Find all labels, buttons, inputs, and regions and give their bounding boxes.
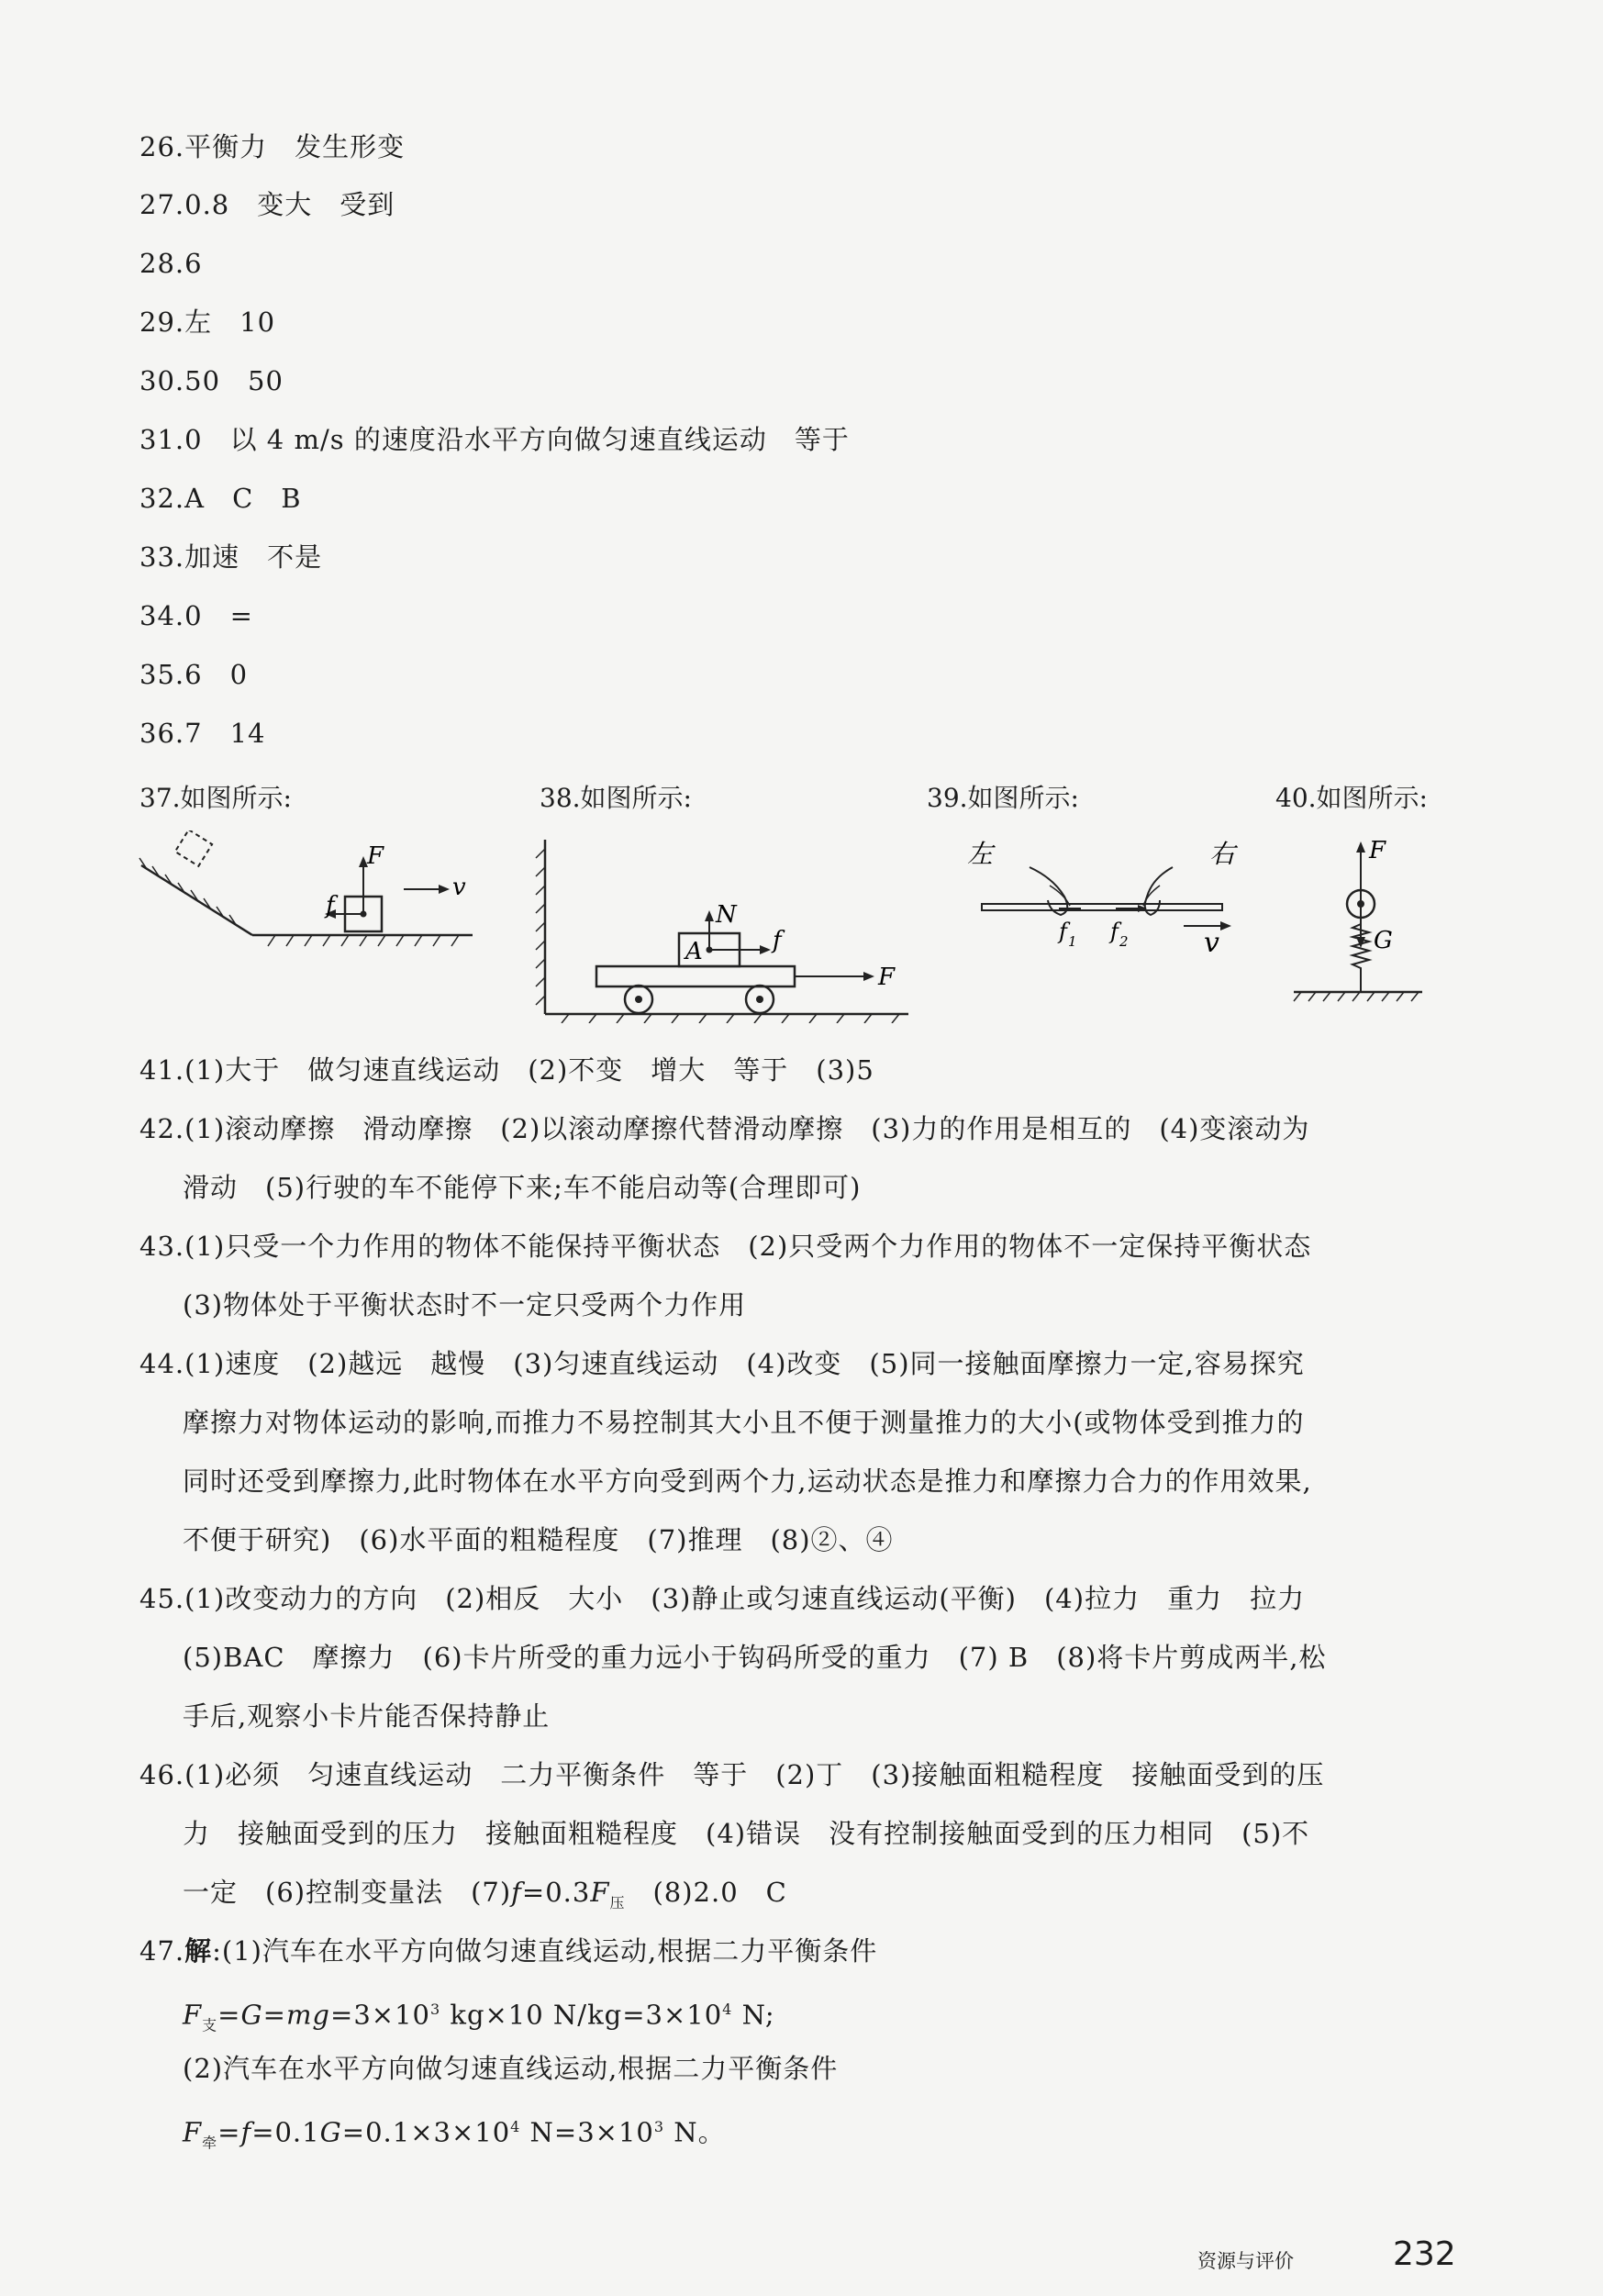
- figure-39-f1: f: [1059, 919, 1067, 944]
- page-number: 232: [1393, 2235, 1456, 2273]
- answer-44-line-4: 不便于研究) (6)水平面的粗糙程度 (7)推理 (8)②、④: [183, 1524, 894, 1555]
- figure-37-label: 37.如图所示:: [139, 783, 292, 813]
- figure-40-label: 40.如图所示:: [1275, 783, 1428, 813]
- answer-47-line-3: (2)汽车在水平方向做匀速直线运动,根据二力平衡条件: [183, 2053, 839, 2084]
- answer-42-line-2: 滑动 (5)行驶的车不能停下来;车不能启动等(合理即可): [183, 1172, 862, 1203]
- figure-39-f2: f: [1110, 919, 1119, 944]
- answer-31: 31.0 以 4 m/s 的速度沿水平方向做匀速直线运动 等于: [139, 424, 850, 455]
- answer-44-line-3: 同时还受到摩擦力,此时物体在水平方向受到两个力,运动状态是推力和摩擦力合力的作用效果,: [183, 1466, 1312, 1497]
- answer-35: 35.6 0: [139, 659, 249, 690]
- answer-43-line-2: (3)物体处于平衡状态时不一定只受两个力作用: [183, 1289, 747, 1321]
- figure-39-v: v: [1204, 927, 1219, 959]
- figure-38-N: N: [716, 901, 737, 929]
- answer-43-line-1: 43.(1)只受一个力作用的物体不能保持平衡状态 (2)只受两个力作用的物体不一定保持平衡状态: [139, 1231, 1312, 1262]
- answer-41: 41.(1)大于 做匀速直线运动 (2)不变 增大 等于 (3)5: [139, 1054, 874, 1086]
- answer-45-line-3: 手后,观察小卡片能否保持静止: [183, 1700, 551, 1732]
- answer-30: 30.50 50: [139, 365, 284, 396]
- answer-45-line-2: (5)BAC 摩擦力 (6)卡片所受的重力远小于钩码所受的重力 (7) B (8)将卡片剪成两半,松: [183, 1642, 1327, 1673]
- answer-44-line-2: 摩擦力对物体运动的影响,而推力不易控制其大小且不便于测量推力的大小(或物体受到推力的: [183, 1407, 1305, 1438]
- answer-46-line-2: 力 接触面受到的压力 接触面粗糙程度 (4)错误 没有控制接触面受到的压力相同 (5)不: [183, 1818, 1310, 1849]
- answer-27: 27.0.8 变大 受到: [139, 189, 395, 220]
- answer-45-line-1: 45.(1)改变动力的方向 (2)相反 大小 (3)静止或匀速直线运动(平衡) (4)拉力 重力 拉力: [139, 1583, 1306, 1614]
- figure-39-f2-sub: 2: [1119, 933, 1129, 950]
- answer-34: 34.0 =: [139, 600, 253, 631]
- answer-33: 33.加速 不是: [139, 541, 323, 573]
- answer-32: 32.A C B: [139, 483, 302, 514]
- figure-37-v: v: [452, 874, 466, 901]
- figure-40-F: F: [1369, 837, 1386, 864]
- answer-26: 26.平衡力 发生形变: [139, 131, 406, 162]
- figure-39-right: 右: [1209, 839, 1236, 869]
- figure-39-f1-sub: 1: [1068, 933, 1077, 950]
- figure-39-label: 39.如图所示:: [927, 783, 1079, 813]
- figure-38-label: 38.如图所示:: [540, 783, 692, 813]
- figure-38-f: f: [773, 927, 782, 954]
- footer-label: 资源与评价: [1197, 2250, 1294, 2272]
- answer-29: 29.左 10: [139, 307, 276, 338]
- figure-37-F: F: [367, 842, 384, 870]
- figure-38-A: A: [685, 938, 703, 965]
- figure-37-incline: [138, 830, 477, 953]
- figure-39-hands-rod: [963, 830, 1239, 963]
- answer-46-line-3: 一定 (6)控制变量法 $(7)f=0.3F_压$ (8)2.0 C: [183, 1877, 787, 1911]
- answer-42-line-1: 42.(1)滚动摩擦 滑动摩擦 (2)以滚动摩擦代替滑动摩擦 (3)力的作用是相互的 (4)变滚动为: [139, 1113, 1310, 1144]
- answer-28: 28.6: [139, 248, 203, 279]
- figure-37-f: f: [326, 892, 335, 920]
- answer-44-line-1: 44.(1)速度 (2)越远 越慢 (3)匀速直线运动 (4)改变 (5)同一接触面摩擦力一定,容易探究: [139, 1348, 1305, 1379]
- answer-46-line-1: 46.(1)必须 匀速直线运动 二力平衡条件 等于 (2)丁 (3)接触面粗糙程度 接触面受到的压: [139, 1759, 1325, 1790]
- figure-38-F: F: [878, 964, 896, 991]
- figure-39-left: 左: [967, 839, 994, 869]
- answer-36: 36.7 14: [139, 718, 266, 749]
- answer-47-line-2: $F_支=G=mg=3\times 10^3$ kg×10 $N/kg=3\times 10^4$ N;: [183, 1999, 775, 2034]
- answer-47-line-1: 47.解:(1)汽车在水平方向做匀速直线运动,根据二力平衡条件: [139, 1935, 878, 1967]
- answer-47-line-4: $F_牵=f=0.1G=0.1\times 3\times 10^4$ $N=3\times 10^3$ N。: [183, 2116, 726, 2152]
- figure-38-cart: [532, 830, 918, 1027]
- figure-40-G: G: [1374, 927, 1393, 954]
- figure-40-spring-ball: [1285, 830, 1441, 1009]
